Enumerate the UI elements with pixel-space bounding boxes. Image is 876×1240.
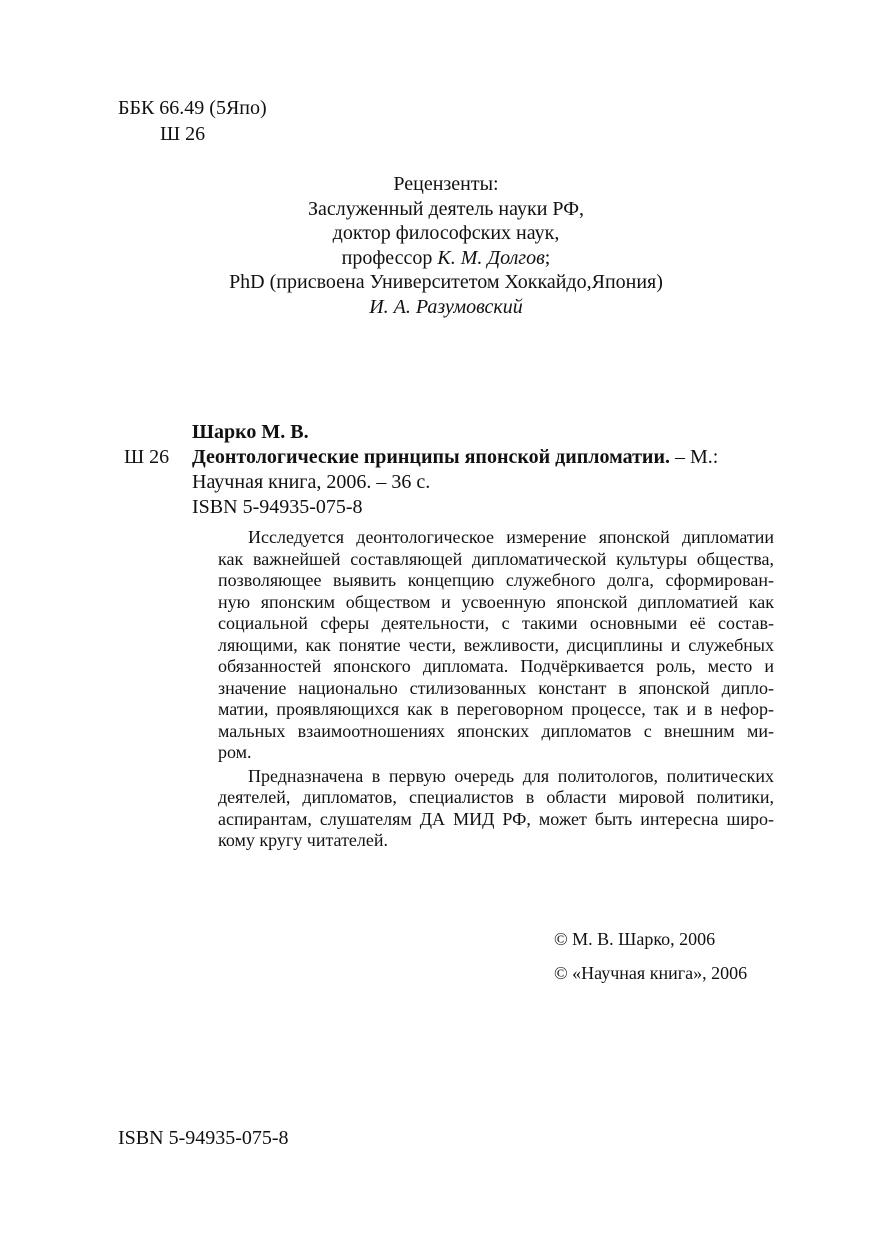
abstract-line: матии, проявляющихся как в переговорном процессе, так и в нефор- [218, 699, 774, 719]
abstract-line: ром. [218, 742, 252, 762]
abstract-line: обязанностей японского дипломата. Подчёркивается роль, место и [218, 656, 774, 676]
abstract-line: ную японским обществом и усвоенную японской дипломатией как [218, 591, 774, 612]
copyright-author: © М. В. Шарко, 2006 [554, 929, 716, 949]
entry-isbn: ISBN 5-94935-075-8 [192, 496, 363, 518]
reviewer1-name: К. М. Долгов [437, 246, 545, 269]
abstract-line: Исследуется деонтологическое измерение японской дипломатии [248, 527, 774, 547]
reviewer1-line [146, 246, 746, 271]
reviewer1-title-line: Заслуженный деятель науки РФ, [307, 197, 584, 220]
reviewer1-prefix: профессор [341, 246, 438, 269]
reviewer1-degree-line: доктор философских наук, [332, 222, 560, 244]
abstract-line: кому кругу читателей. [218, 830, 389, 850]
abstract-line: Предназначена в первую очередь для политологов, политических [248, 765, 774, 786]
abstract-line: значение национально стилизованных констант в японской дипло- [218, 677, 774, 698]
reviewers-heading: Рецензенты: [393, 173, 499, 195]
abstract-line: позволяющее выявить концепцию служебного долга, сформирован- [218, 570, 774, 590]
entry-author: Шарко М. В. [192, 421, 309, 443]
abstract-line: ляющими, как понятие чести, вежливости, дисциплины и служебных [218, 634, 774, 655]
entry-city: – М.: [669, 446, 719, 468]
reviewers-block [146, 172, 746, 319]
reviewer1-suffix: ; [544, 246, 551, 269]
abstract-line: как важнейшей составляющей дипломатической культуры общества, [218, 548, 774, 569]
reviewer2-degree-line: PhD (присвоена Университетом Хоккайдо,Япония) [229, 271, 663, 293]
entry-title-line [192, 445, 718, 469]
isbn-bottom: ISBN 5-94935-075-8 [118, 1127, 289, 1149]
copyright-publisher: © «Научная книга», 2006 [554, 963, 748, 983]
bbk-code: ББК 66.49 (5Япо) [118, 97, 267, 119]
abstract-line: мальных взаимоотношениях японских дипломатов с внешним ми- [218, 720, 774, 741]
abstract-line: социальной сферы деятельности, с такими основными её состав- [218, 613, 774, 633]
entry-imprint: Научная книга, 2006. – 36 с. [192, 471, 431, 493]
abstract [218, 527, 774, 852]
abstract-line: деятелей, дипломатов, специалистов в области мировой политики, [218, 787, 774, 807]
book-title: Деонтологические принципы японской дипломатии. [192, 446, 670, 468]
author-mark: Ш 26 [160, 123, 206, 145]
abstract-line: аспирантам, слушателям ДА МИД РФ, может быть интересна широ- [218, 808, 774, 829]
entry-code: Ш 26 [124, 446, 170, 468]
reviewer2-name: И. А. Разумовский [369, 295, 523, 318]
